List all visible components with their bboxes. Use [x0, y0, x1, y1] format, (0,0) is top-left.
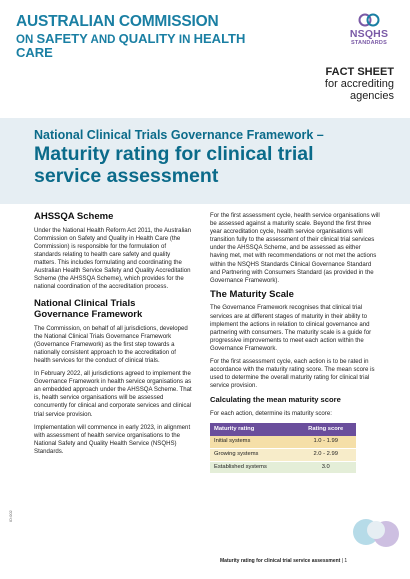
maturity-rating-table: [210, 423, 356, 475]
page-title: Maturity rating for clinical trial service assessment: [34, 143, 314, 187]
paragraph-mean-score: For each action, determine its maturity score:: [210, 409, 332, 417]
title-banner: [0, 118, 410, 204]
paragraph-governance-3: Implementation will commence in early 2023, in alignment with assessment of health service organisations to the National Safety and Quality Health Service (NSQHS) Standards.: [34, 423, 191, 455]
heading-governance-framework: National Clinical Trials Governance Framework: [34, 298, 143, 320]
header: [0, 0, 410, 118]
heading-maturity-scale: The Maturity Scale: [210, 288, 294, 300]
org-line-1: AUSTRALIAN COMMISSION: [16, 13, 219, 30]
left-column: [34, 212, 192, 461]
commission-logo: [16, 14, 266, 60]
score-cell: 1.0 - 1.99: [295, 436, 356, 448]
page-subtitle: National Clinical Trials Governance Framework –: [34, 128, 324, 142]
heading-mean-score: Calculating the mean maturity score: [210, 395, 341, 405]
table-row: [210, 436, 356, 448]
paragraph-scale-2: For the first assessment cycle, each action is to be rated in accordance with the maturity rating score. The mean score is used to determine the overall maturity rating for clinical trial service provision.: [210, 358, 375, 390]
decorative-circles-icon: [352, 508, 402, 554]
nsqhs-standards-badge: [342, 12, 396, 54]
footer-separator: |: [341, 558, 344, 564]
page-footer: [220, 558, 370, 564]
rating-cell: Growing systems: [210, 449, 295, 462]
document-code: ID:002: [8, 510, 13, 522]
right-column: [210, 212, 380, 474]
audience-line-2: agencies: [349, 90, 394, 103]
page-number: 1: [344, 558, 348, 564]
badge-subtitle: STANDARDS: [351, 40, 387, 46]
table-row: [210, 461, 356, 474]
rating-cell: Established systems: [210, 461, 295, 474]
rating-cell: Initial systems: [210, 436, 295, 448]
table-row: [210, 449, 356, 462]
table-header-row: [210, 423, 356, 437]
paragraph-governance-1: The Commission, on behalf of all jurisdictions, developed the National Clinical Trials Governance Framework (Governance Framework) as the first step towards a nationally consistent approach to the accreditation of health services for the conduct of clinical trials.: [34, 324, 188, 364]
paragraph-assessment-cycle: For the first assessment cycle, health service organisations will be assessed against a maturity scale. Beyond the first three year accreditation cycle, health service organisations will transition fully to the assessment of their clinical trial services under the AHSSQA Scheme, and be assessed as either having met, met with recommendations or not met the actions within the NSQHS Standards Clinical Governance Standard and Partnering with Consumers Standard (as provided in the Governance Framework).: [210, 212, 380, 284]
nsqhs-logo-icon: [358, 12, 380, 28]
org-line-2: ON SAFETY AND QUALITY IN HEALTH CARE: [16, 31, 246, 61]
fact-sheet-label: [278, 62, 410, 118]
column-header-score: Rating score: [295, 423, 356, 437]
score-cell: 2.0 - 2.99: [295, 449, 356, 462]
heading-ahssqa: AHSSQA Scheme: [34, 211, 114, 222]
score-cell: 3.0: [295, 461, 356, 474]
column-header-rating: Maturity rating: [210, 423, 295, 437]
fact-sheet-title: FACT SHEET: [325, 66, 394, 78]
paragraph-governance-2: In February 2022, all jurisdictions agreed to implement the Governance Framework in health service organisations as an embedded approach under the AHSSQA Scheme. That is, health service organisations will be assessed concurrently for clinical and corporate services and clinical trial service provision.: [34, 370, 192, 418]
paragraph-ahssqa: Under the National Health Reform Act 2011, the Australian Commission on Safety and Quality in Health Care (the Commission) is responsible for the formulation of standards relating to health care safety and quality matters. This includes formulating and coordinating the Australian Health Service Safety and Quality Accreditation Scheme (the AHSSQA Scheme), which provides for the national coordination of the accreditation process.: [34, 226, 192, 291]
paragraph-scale-1: The Governance Framework recognises that clinical trial services are at different stages of maturity in their ability to implement the actions in relation to clinical governance and partnering with consumers. The maturity scale is a guide for progressive improvements to meet each action within the Governance Framework.: [210, 304, 372, 352]
footer-title: Maturity rating for clinical trial service assessment: [220, 558, 341, 564]
badge-title: NSQHS: [349, 28, 389, 40]
audience-line-1: for accrediting: [324, 78, 394, 90]
